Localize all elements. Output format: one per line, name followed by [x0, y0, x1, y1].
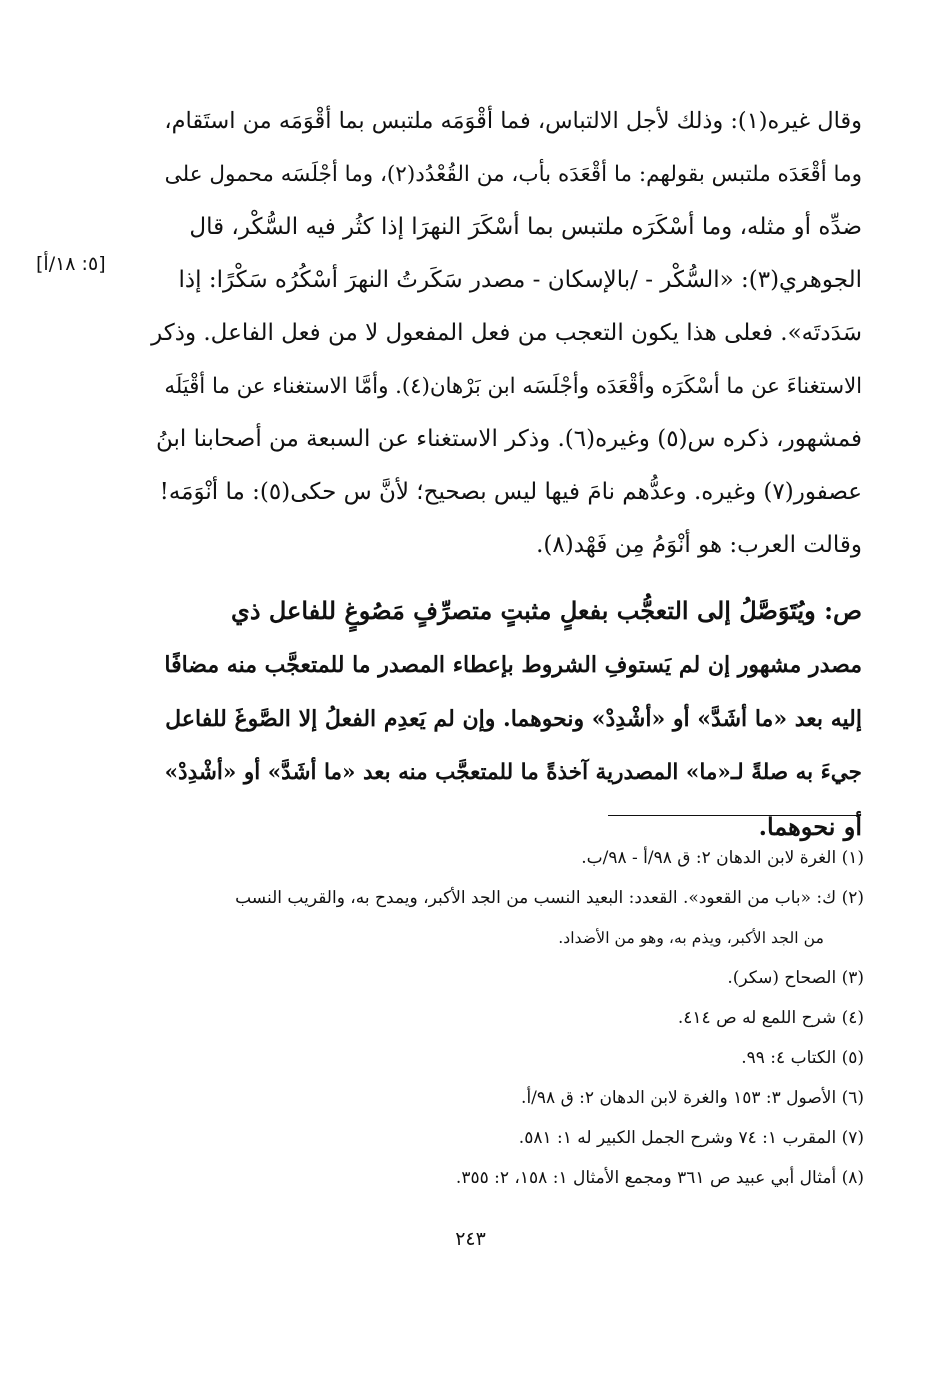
- text-line-2: وما أقْعَدَه ملتبس بقولهم: ما أقْعَدَه بأب، من القُعْدُد(٢)، وما أجْلَسَه محمول على: [164, 162, 862, 187]
- matn-line-1: ص: ويُتَوَصَّلُ إلى التعجُّب بفعلٍ مثبتٍ متصرِّفٍ مَصُوغٍ للفاعل ذي: [231, 596, 862, 625]
- text-line-8: عصفور(٧) وغيره. وعدُّهم نامَ فيها ليس بصحيح؛ لأنَّ س حكى(٥): ما أنْوَمَه!: [159, 479, 862, 505]
- text-line-4: الجوهري(٣): «السُّكْر - /بالإسكان - مصدر سَكَرتُ النهرَ أسْكُرُه سَكْرًا: إذا: [178, 267, 862, 293]
- footnote-3: (٣) الصحاح (سكر).: [727, 968, 864, 988]
- text-line-9: وقالت العرب: هو أنْوَمُ مِن فَهْد(٨).: [536, 532, 862, 558]
- text-line-6: الاستغناءَ عن ما أسْكَرَه وأقْعَدَه وأجْلَسَه ابن بَرْهان(٤). وأمَّا الاستغناء عن ما أقْيَلَه: [164, 374, 862, 399]
- footnote-8: (٨) أمثال أبي عبيد ص ٣٦١ ومجمع الأمثال ١: ١٥٨، ٢: ٣٥٥.: [455, 1168, 864, 1188]
- page-number: ٢٤٣: [455, 1228, 486, 1250]
- matn-line-3: إليه بعد «ما أشَدَّ» أو «أشْدِدْ» ونحوهما. وإن لم يَعدِم الفعلُ إلا الصَّوغَ للفاعل: [165, 706, 862, 732]
- text-line-5: سَدَدتَه». فعلى هذا يكون التعجب من فعل المفعول لا من فعل الفاعل. وذكر: [151, 320, 862, 346]
- matn-line-5: أو نحوهما.: [758, 812, 862, 841]
- footnote-2-continued: من الجد الأكبر، ويذم به، وهو من الأضداد.: [558, 928, 824, 947]
- matn-line-2: مصدر مشهور إن لم يَستوفِ الشروط بإعطاء المصدر ما للمتعجَّب منه مضافًا: [164, 652, 862, 678]
- footnote-6: (٦) الأصول ٣: ١٥٣ والغرة لابن الدهان ٢: ق ٩٨/أ.: [521, 1088, 864, 1108]
- footnote-5: (٥) الكتاب ٤: ٩٩.: [741, 1048, 864, 1068]
- footnote-4: (٤) شرح اللمع له ص ٤١٤.: [677, 1008, 864, 1028]
- text-line-1: وقال غيره(١): وذلك لأجل الالتباس، فما أقْوَمَه ملتبس بما أقْوَمَه من استَقام،: [164, 108, 862, 134]
- footnote-7: (٧) المقرب ١: ٧٤ وشرح الجمل الكبير له ١: ٥٨١.: [518, 1128, 864, 1148]
- margin-reference: [٥: ١٨/أ]: [36, 253, 106, 275]
- matn-paragraph: [150, 584, 862, 854]
- footnote-1: (١) الغرة لابن الدهان ٢: ق ٩٨/أ - ٩٨/ب.: [581, 848, 864, 868]
- text-line-7: فمشهور، ذكره س(٥) وغيره(٦). وذكر الاستغناء عن السبعة من أصحابنا ابنُ: [155, 426, 862, 452]
- text-line-3: ضدِّه أو مثله، وما أسْكَرَه ملتبس بما أسْكَرَ النهرَا إذا كثُر فيه السُّكْر، قال: [189, 214, 862, 240]
- footnote-2: (٢) ك: «باب من القعود». القعدد: البعيد النسب من الجد الأكبر، ويمدح به، والقريب النسب: [235, 888, 864, 908]
- footnotes: [150, 838, 864, 1198]
- main-text: [150, 95, 862, 854]
- matn-line-4: جيءَ به صلةً لـ«ما» المصدرية آخذةً ما للمتعجَّب منه بعد «ما أشَدَّ» أو «أشْدِدْ»: [164, 760, 862, 785]
- footnote-separator: [608, 815, 860, 816]
